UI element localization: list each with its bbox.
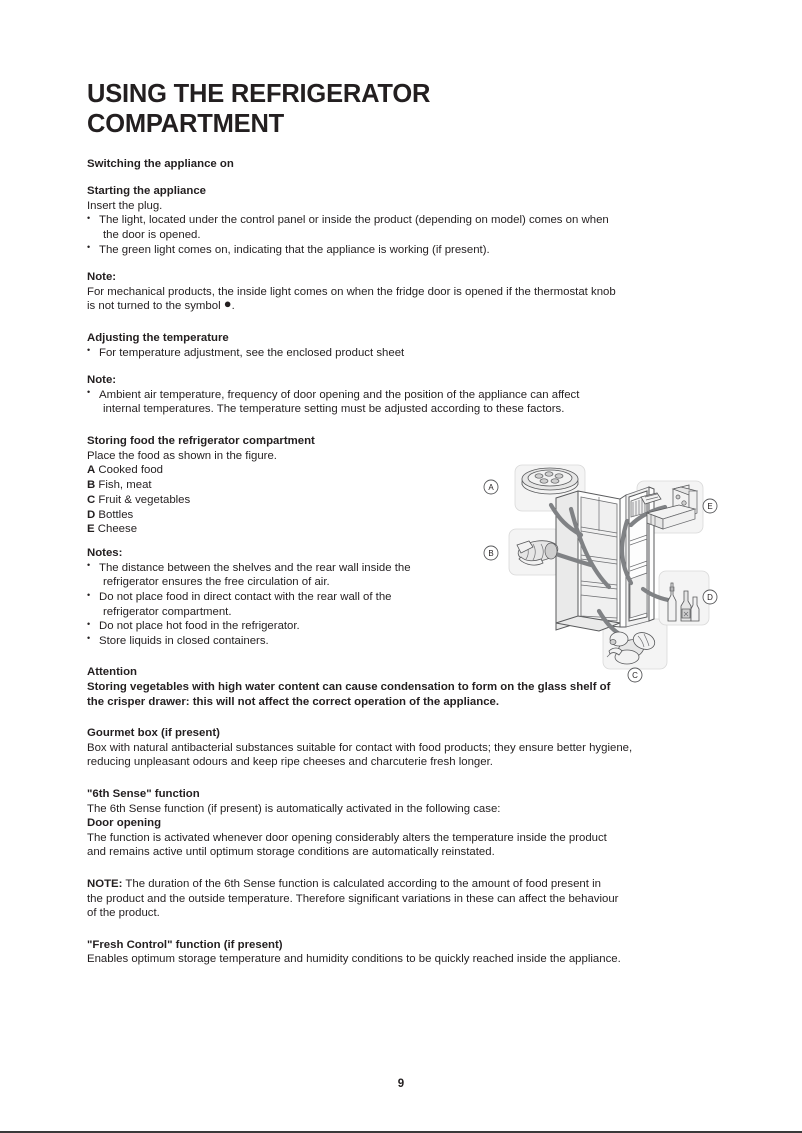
food-item-e-label: Cheese xyxy=(97,523,138,536)
list-item xyxy=(87,561,477,590)
notes-storing-bullet-list xyxy=(87,561,477,649)
list-item xyxy=(87,346,715,361)
heading-note-ambient: Note: xyxy=(87,374,117,387)
list-item xyxy=(87,590,477,619)
heading-attention: Attention xyxy=(87,666,137,679)
bullet-text-cont: internal temperatures. The temperature setting must be adjusted according to these factors. xyxy=(103,403,565,416)
bullet-text: Ambient air temperature, frequency of door opening and the position of the appliance can affect xyxy=(99,388,580,401)
heading-gourmet-box: Gourmet box (if present) xyxy=(87,727,220,740)
bullet-text: For temperature adjustment, see the enclosed product sheet xyxy=(99,346,405,359)
starting-intro: Insert the plug. xyxy=(87,199,163,212)
svg-text:B: B xyxy=(488,549,494,558)
thermostat-off-symbol-icon: ● xyxy=(223,296,232,312)
food-item-a-letter: A xyxy=(87,464,96,477)
svg-text:A: A xyxy=(488,483,494,492)
bullet-text: The distance between the shelves and the rear wall inside the xyxy=(99,561,411,574)
sixth-sense-note-text: The duration of the 6th Sense function is calculated according to the amount of food present in xyxy=(122,877,601,890)
bullet-text: The green light comes on, indicating that the appliance is working (if present). xyxy=(99,243,490,256)
heading-storing-food: Storing food the refrigerator compartment xyxy=(87,434,315,447)
sixth-sense-note-line2: the product and the outside temperature. Therefore significant variations in these can affect the behaviour xyxy=(87,892,619,905)
bullet-text: The light, located under the control panel or inside the product (depending on model) comes on when xyxy=(99,214,609,227)
adjusting-temperature-bullet-list xyxy=(87,346,715,361)
page-number: 9 xyxy=(397,1078,405,1090)
gourmet-box-line1: Box with natural antibacterial substances suitable for contact with food products; they ensure better hygiene, xyxy=(87,741,633,754)
heading-note-mechanical: Note: xyxy=(87,271,117,284)
page-title xyxy=(87,80,715,140)
note-mechanical-line2-post: . xyxy=(231,300,235,313)
svg-text:D: D xyxy=(707,593,713,602)
sixth-sense-note-line1 xyxy=(87,877,715,892)
list-item xyxy=(87,243,715,258)
food-item-d xyxy=(87,508,477,523)
bullet-text: Do not place food in direct contact with the rear wall of the xyxy=(99,591,392,604)
food-item-c xyxy=(87,493,477,508)
callout-b xyxy=(484,546,498,560)
callout-e xyxy=(703,499,717,513)
food-item-d-label: Bottles xyxy=(98,508,134,521)
heading-adjusting-temperature: Adjusting the temperature xyxy=(87,332,229,344)
list-item xyxy=(87,213,715,242)
heading-notes-storing: Notes: xyxy=(87,547,123,560)
fresh-control-line1: Enables optimum storage temperature and humidity conditions to be quickly reached inside the appliance. xyxy=(87,953,621,966)
bullet-text-cont: refrigerator compartment. xyxy=(103,605,232,618)
refrigerator-diagram xyxy=(481,461,719,683)
svg-text:E: E xyxy=(707,502,713,511)
food-item-d-letter: D xyxy=(87,508,96,521)
heading-switching-on: Switching the appliance on xyxy=(87,157,234,170)
bullet-text-cont: refrigerator ensures the free circulation of air. xyxy=(103,576,330,589)
food-item-c-letter: C xyxy=(87,493,96,506)
food-item-a xyxy=(87,463,477,478)
note-ambient-bullet-list xyxy=(87,388,715,417)
list-item xyxy=(87,388,715,417)
sixth-sense-note-label: NOTE: xyxy=(87,877,123,890)
attention-line2: the crisper drawer: this will not affect the correct operation of the appliance. xyxy=(87,695,500,708)
gourmet-box-line2: reducing unpleasant odours and keep ripe cheeses and charcuterie fresh longer. xyxy=(87,756,493,769)
storing-food-column xyxy=(87,434,477,648)
svg-text:C: C xyxy=(632,671,638,680)
bullet-text-cont: the door is opened. xyxy=(103,229,201,242)
heading-sixth-sense: "6th Sense" function xyxy=(87,788,200,801)
attention-line1: Storing vegetables with high water content can cause condensation to form on the glass shelf of xyxy=(87,681,611,694)
page-title-line1: USING THE REFRIGERATOR xyxy=(87,80,431,108)
heading-fresh-control: "Fresh Control" function (if present) xyxy=(87,938,283,951)
bullet-text: Store liquids in closed containers. xyxy=(99,634,269,647)
starting-bullet-list xyxy=(87,213,715,257)
storing-food-intro: Place the food as shown in the figure. xyxy=(87,449,277,462)
bullet-text: Do not place hot food in the refrigerator. xyxy=(99,620,300,633)
food-item-a-label: Cooked food xyxy=(98,464,164,477)
note-mechanical-line1: For mechanical products, the inside light comes on when the fridge door is opened if the thermostat knob xyxy=(87,285,616,298)
page-title-line2: COMPARTMENT xyxy=(87,109,285,138)
heading-starting-appliance: Starting the appliance xyxy=(87,185,206,198)
heading-door-opening: Door opening xyxy=(87,817,162,830)
food-item-e-letter: E xyxy=(87,523,95,536)
food-item-c-label: Fruit & vegetables xyxy=(98,493,191,506)
food-item-b-letter: B xyxy=(87,478,96,491)
sixth-sense-line1: The 6th Sense function (if present) is automatically activated in the following case: xyxy=(87,802,501,815)
note-mechanical-line2-pre: is not turned to the symbol xyxy=(87,300,224,313)
food-item-b-label: Fish, meat xyxy=(98,478,152,491)
list-item xyxy=(87,619,477,634)
sixth-sense-line3: and remains active until optimum storage conditions are automatically reinstated. xyxy=(87,846,495,859)
food-item-e xyxy=(87,522,477,537)
callout-c xyxy=(628,668,642,682)
food-item-b xyxy=(87,478,477,493)
sixth-sense-line2: The function is activated whenever door opening considerably alters the temperature inside the product xyxy=(87,831,607,844)
sixth-sense-note-line3: of the product. xyxy=(87,907,160,920)
list-item xyxy=(87,634,477,649)
callout-a xyxy=(484,480,498,494)
callout-d xyxy=(703,590,717,604)
note-mechanical-line2 xyxy=(87,296,715,314)
